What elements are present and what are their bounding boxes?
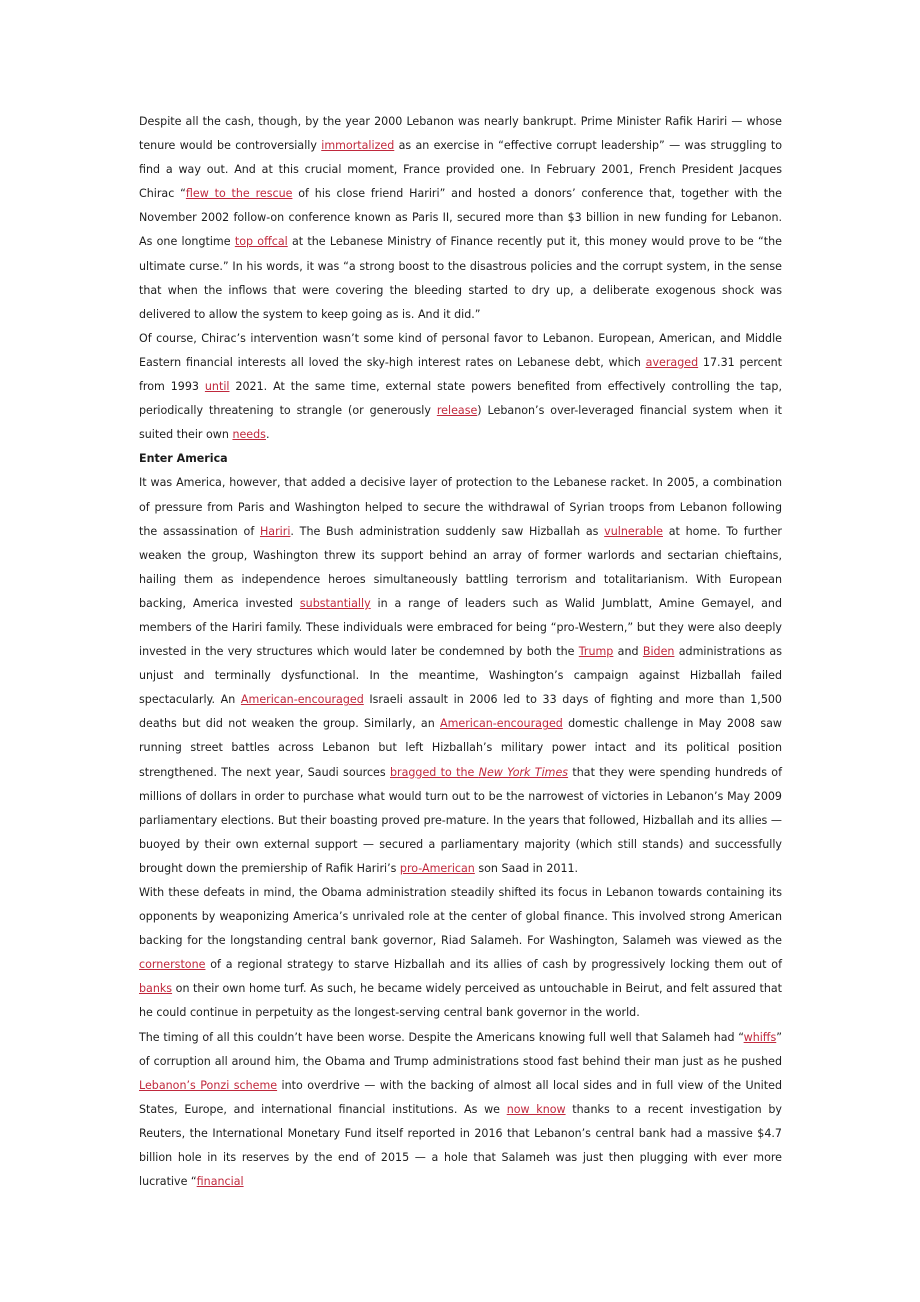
- link-text: bragged to the: [389, 765, 479, 779]
- link-top-offcal[interactable]: top offcal: [234, 235, 288, 249]
- text-run: on their own home turf. As such, he became widely perceived as untouchable in Beirut, and felt assured that he could continue in perpetuity as the longest-serving central bank governor in the world.: [139, 982, 782, 1020]
- text-run: at the Lebanese Ministry of Finance recently put it, this money would prove to be “the ultimate curse.” In his words, it was “a strong boost to the disastrous policies and the corrupt system, in the sense that when the inflows that were covering the bleeding started to dry up, a deliberate exogenous shock was delivered to allow the system to keep going as is. And it did.”: [139, 235, 782, 321]
- text-run: With these defeats in mind, the Obama administration steadily shifted its focus in Lebanon towards containing its opponents by weaponizing America’s unrivaled role at the center of global finance. This involved strong American backing for the longstanding central bank governor, Riad Salameh. For Washington, Salameh was viewed as the: [139, 886, 782, 948]
- link-until[interactable]: until: [204, 380, 230, 394]
- text-run: administrations as unjust and terminally dysfunctional. In the meantime, Washington’s campaign against Hizballah failed spectacularly. An: [139, 645, 782, 707]
- paragraph-obama-strategy: [139, 881, 782, 1026]
- link-american-encouraged-2006[interactable]: American-encouraged: [240, 693, 364, 707]
- text-run: thanks to a recent investigation by Reuters, the International Monetary Fund itself reported in 2016 that Lebanon’s central bank had a massive $4.7 billion hole in its reserves by the end of 2015 — a hole that Salameh was just then plugging with ever more lucrative “: [139, 1102, 782, 1189]
- text-run: Of course, Chirac’s intervention wasn’t some kind of personal favor to Lebanon. European, American, and Middle Eastern financial interests all loved the sky-high interest rates on Lebanese debt, which: [139, 331, 782, 369]
- text-run: that they were spending hundreds of millions of dollars in order to purchase what would turn out to be the narrowest of victories in Lebanon’s May 2009 parliamentary elections. But their boasting proved pre-mature. In the years that followed, Hizballah and its allies — buoyed by their own external support — secured a parliamentary majority (which still stands) and successfully brought down the premiership of Rafik Hariri’s: [139, 765, 782, 875]
- paragraph-ponzi-scheme: [139, 1026, 782, 1195]
- paragraph-enter-america: [139, 471, 782, 881]
- link-financial[interactable]: financial: [196, 1175, 244, 1189]
- link-hariri[interactable]: Hariri: [259, 524, 291, 538]
- text-run: . The Bush administration suddenly saw Hizballah as: [290, 524, 605, 538]
- link-vulnerable[interactable]: vulnerable: [604, 524, 663, 538]
- link-trump[interactable]: Trump: [578, 645, 614, 659]
- text-run: of a regional strategy to starve Hizballah and its allies of cash by progressively locking them out of: [205, 958, 782, 972]
- text-run: of his close friend Hariri” and hosted a donors’ conference that, together with the November 2002 follow-on conference known as Paris II, secured more than $3 billion in new funding for Lebanon. As one longtime: [139, 187, 783, 249]
- text-run: 2021. At the same time, external state powers benefited from effectively controlling the tap, periodically threatening to strangle (or generously: [139, 380, 782, 418]
- link-text-italic: New York Times: [478, 765, 569, 779]
- text-run: Despite all the cash, though, by the year 2000 Lebanon was nearly bankrupt. Prime Minister Rafik Hariri — whose tenure would be controversially: [139, 115, 782, 153]
- link-substantially[interactable]: substantially: [299, 596, 371, 610]
- text-run: ) Lebanon’s over-leveraged financial system when it suited their own: [139, 404, 782, 442]
- text-run: .: [265, 428, 270, 442]
- text-run: 17.31 percent from 1993: [139, 355, 782, 394]
- link-ponzi-scheme[interactable]: Lebanon’s Ponzi scheme: [139, 1078, 278, 1092]
- link-cornerstone[interactable]: cornerstone: [139, 958, 206, 972]
- paragraph-chirac-rescue: [139, 110, 782, 327]
- text-run: Israeli assault in 2006 led to 33 days of fighting and more than 1,500 deaths but did not weaken the group. Similarly, an: [139, 693, 782, 731]
- link-averaged[interactable]: averaged: [645, 355, 699, 369]
- link-bragged-to-nyt[interactable]: [390, 766, 568, 779]
- link-pro-american[interactable]: pro-American: [399, 861, 475, 875]
- link-flew-to-the-rescue[interactable]: flew to the rescue: [185, 187, 293, 201]
- text-run: in a range of leaders such as Walid Jumblatt, Amine Gemayel, and members of the Hariri family. These individuals were embraced for being “pro-Western,” but they were also deeply invested in the very structures which would later be condemned by both the: [139, 596, 782, 659]
- link-release[interactable]: release: [436, 404, 478, 418]
- text-run: The timing of all this couldn’t have been worse. Despite the Americans knowing full well that Salameh had “: [139, 1030, 744, 1044]
- text-run: ” of corruption all around him, the Obama and Trump administrations stood fast behind their man just as he pushed: [139, 1030, 782, 1068]
- paragraph-financial-interests: [139, 327, 782, 447]
- link-now-know[interactable]: now know: [506, 1102, 566, 1116]
- link-needs[interactable]: needs: [232, 428, 266, 442]
- text-run: son Saad in 2011.: [474, 861, 579, 875]
- text-run: at home. To further weaken the group, Washington threw its support behind an array of former warlords and sectarian chieftains, hailing them as independence heroes simultaneously battling terrorism and totalitarianism. With European backing, America invested: [139, 524, 782, 610]
- text-run: domestic challenge in May 2008 saw running street battles across Lebanon but left Hizballah’s military power intact and its political position strengthened. The next year, Saudi sources: [139, 717, 783, 779]
- link-american-encouraged-2008[interactable]: American-encouraged: [440, 717, 563, 731]
- link-immortalized[interactable]: immortalized: [321, 139, 395, 153]
- text-run: into overdrive — with the backing of almost all local sides and in full view of the United States, Europe, and international financial institutions. As we: [139, 1078, 782, 1116]
- text-run: It was America, however, that added a decisive layer of protection to the Lebanese racket. In 2005, a combination of pressure from Paris and Washington helped to secure the withdrawal of Syrian troops from Lebanon following the assassination of: [139, 476, 782, 538]
- link-biden[interactable]: Biden: [642, 645, 675, 659]
- link-whiffs[interactable]: whiffs: [743, 1030, 777, 1044]
- text-run: and: [613, 645, 643, 659]
- section-heading: Enter America: [139, 452, 228, 466]
- text-run: as an exercise in “effective corrupt leadership” — was struggling to find a way out. And at this crucial moment, France provided one. In February 2001, French President Jacques Chirac “: [139, 139, 782, 201]
- link-banks[interactable]: banks: [139, 982, 173, 996]
